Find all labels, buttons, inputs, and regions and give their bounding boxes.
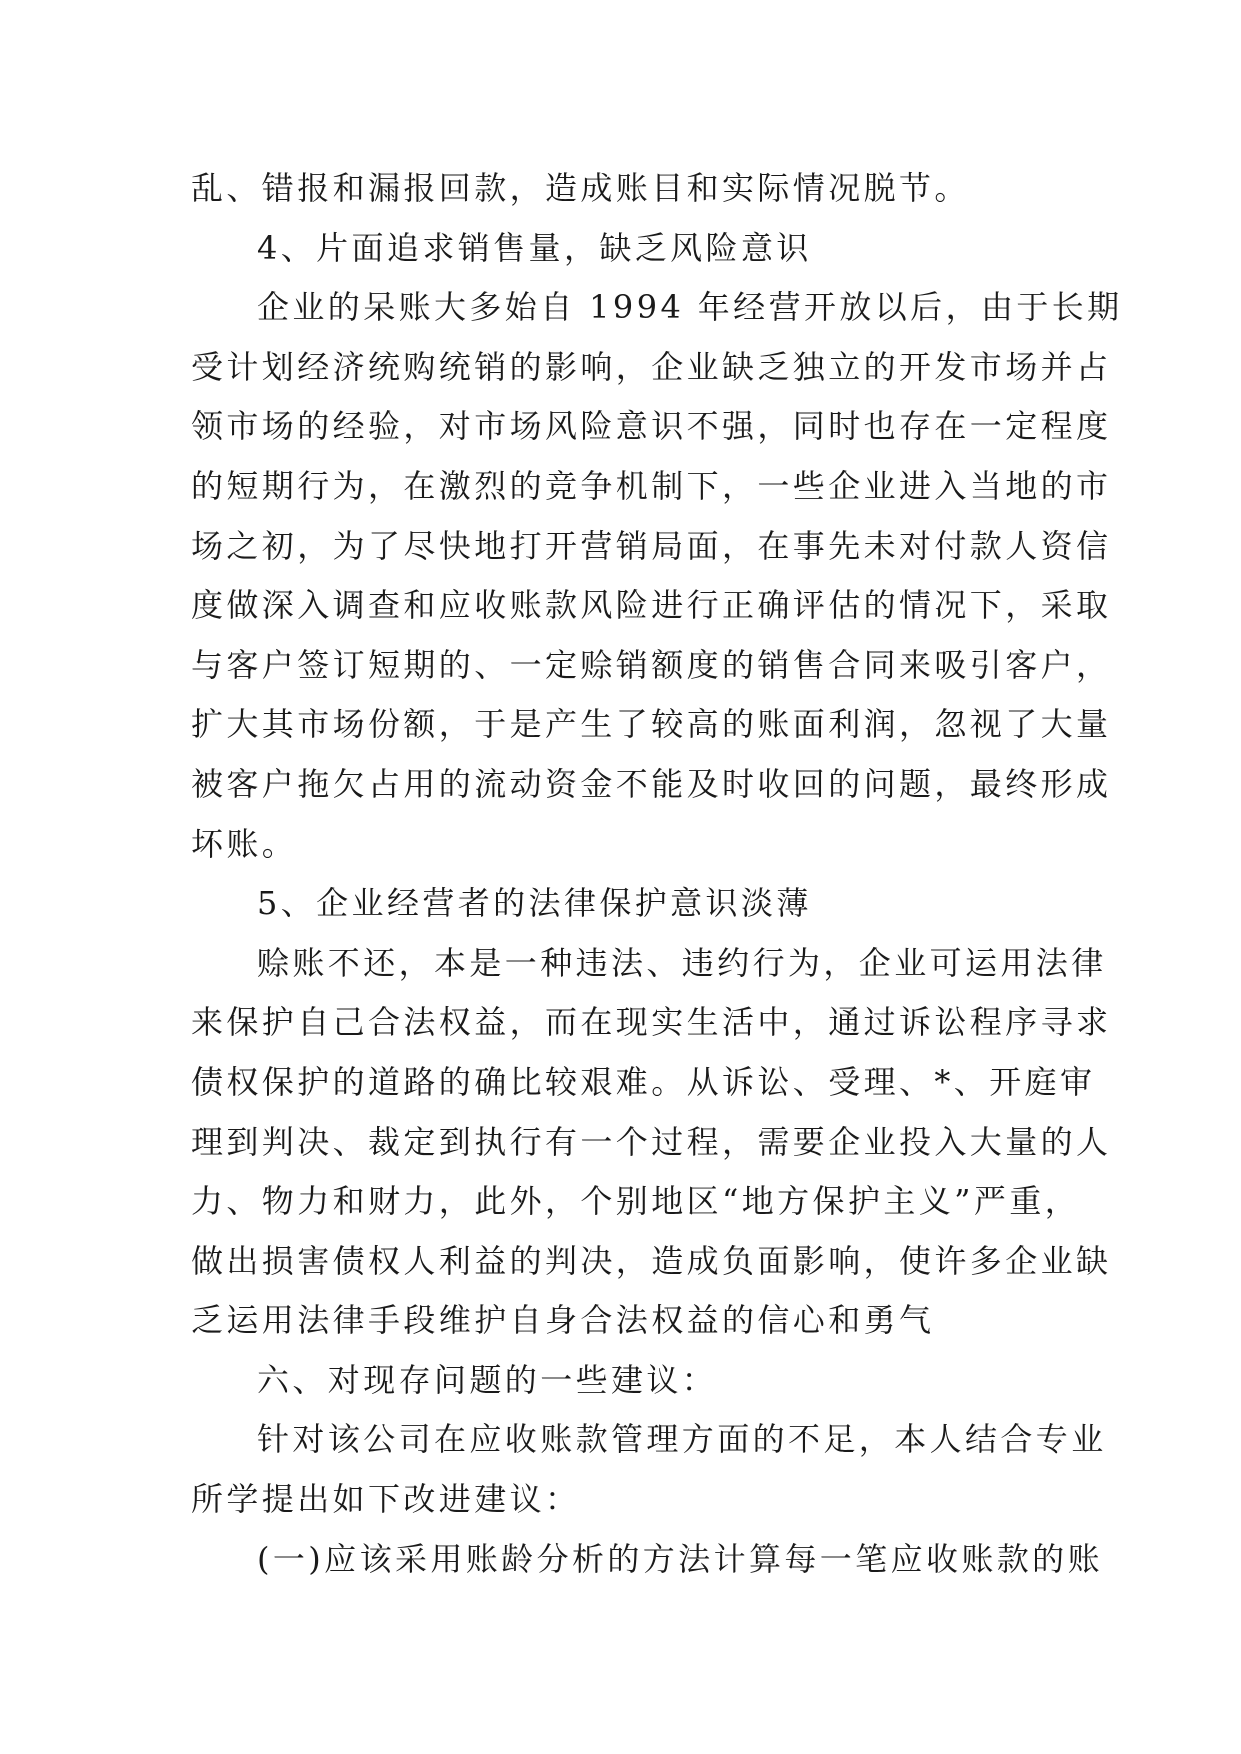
text-line: (一)应该采用账龄分析的方法计算每一笔应收账款的账 <box>257 1539 1103 1578</box>
text-line: 力、物力和财力，此外，个别地区“地方保护主义”严重， <box>191 1182 1081 1221</box>
text-line: 的短期行为，在激烈的竞争机制下，一些企业进入当地的市 <box>191 466 1112 505</box>
section-heading: 六、对现存问题的一些建议： <box>257 1360 718 1399</box>
text-line: 度做深入调查和应收账款风险进行正确评估的情况下，采取 <box>191 586 1112 625</box>
text-line: 扩大其市场份额，于是产生了较高的账面利润，忽视了大量 <box>191 705 1112 744</box>
text-line: 受计划经济统购统销的影响，企业缺乏独立的开发市场并占 <box>191 347 1112 386</box>
text-line: 领市场的经验，对市场风险意识不强，同时也存在一定程度 <box>191 407 1112 446</box>
text-line: 来保护自己合法权益，而在现实生活中，通过诉讼程序寻求 <box>191 1003 1112 1042</box>
text-line: 场之初，为了尽快地打开营销局面，在事先未对付款人资信 <box>191 526 1112 565</box>
text-line: 与客户签订短期的、一定赊销额度的销售合同来吸引客户， <box>191 645 1112 684</box>
text-line: 乱、错报和漏报回款，造成账目和实际情况脱节。 <box>191 169 970 207</box>
section-heading: 5、企业经营者的法律保护意识淡薄 <box>257 884 812 923</box>
text-line: 所学提出如下改进建议： <box>191 1480 581 1519</box>
text-line: 企业的呆账大多始自 1994 年经营开放以后，由于长期 <box>257 288 1123 327</box>
text-line: 被客户拖欠占用的流动资金不能及时收回的问题，最终形成 <box>191 764 1112 803</box>
text-line: 做出损害债权人利益的判决，造成负面影响，使许多企业缺 <box>191 1241 1112 1280</box>
body-text <box>191 159 1123 1589</box>
text-line: 乏运用法律手段维护自身合法权益的信心和勇气 <box>191 1301 935 1340</box>
section-heading: 4、片面追求销售量，缺乏风险意识 <box>257 228 812 267</box>
text-line: 针对该公司在应收账款管理方面的不足，本人结合专业 <box>257 1420 1107 1459</box>
text-line: 理到判决、裁定到执行有一个过程，需要企业投入大量的人 <box>191 1122 1112 1161</box>
text-line: 坏账。 <box>191 824 298 863</box>
text-line: 债权保护的道路的确比较艰难。从诉讼、受理、*、开庭审 <box>191 1062 1096 1101</box>
text-line: 赊账不还，本是一种违法、违约行为，企业可运用法律 <box>257 943 1107 982</box>
